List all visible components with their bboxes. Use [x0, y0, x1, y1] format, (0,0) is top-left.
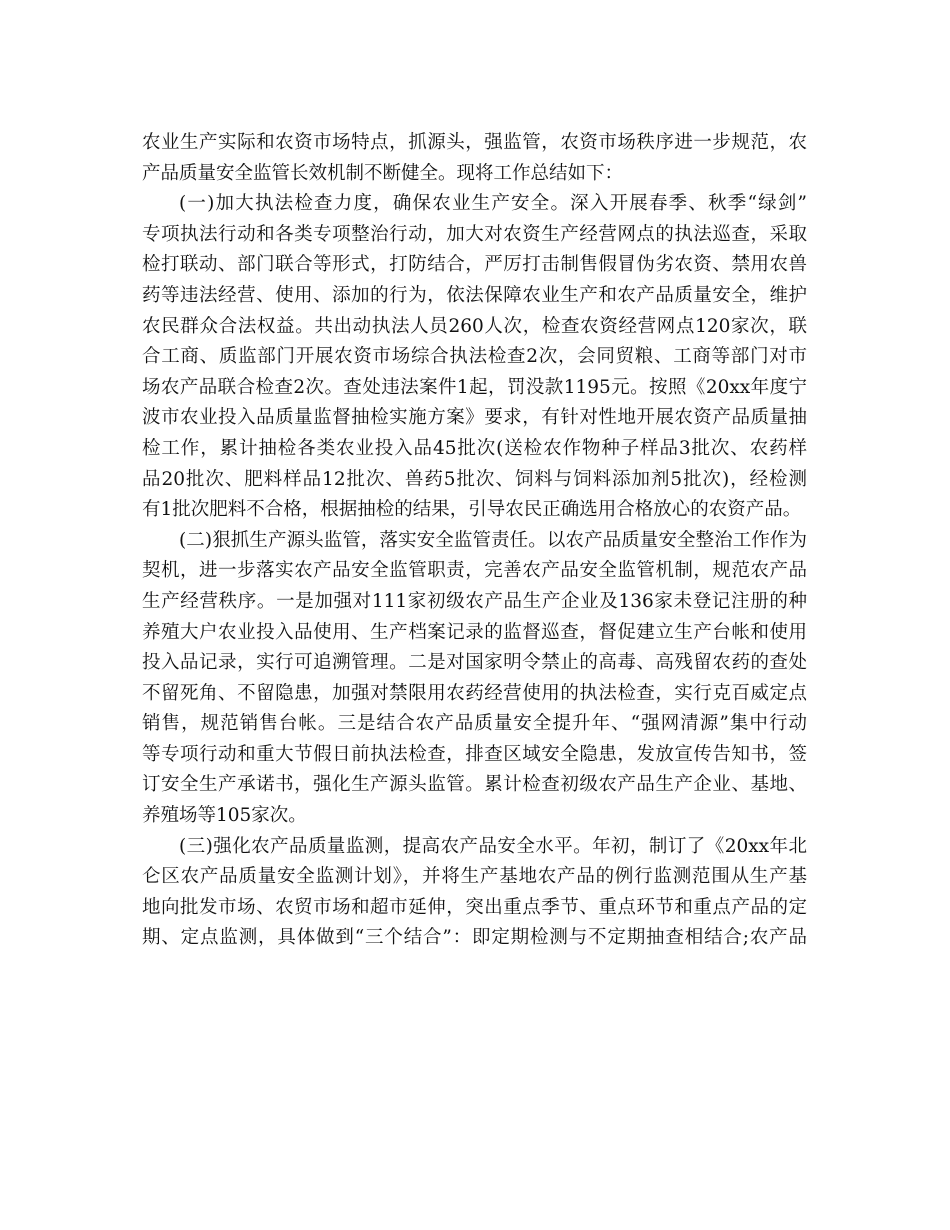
text-line: 检打联动、部门联合等形式，打防结合，严厉打击制售假冒伪劣农资、禁用农兽 — [142, 254, 807, 276]
document-body — [142, 128, 807, 954]
text-line: 养殖场等105家次。 — [142, 805, 307, 827]
text-line: 不留死角、不留隐患，加强对禁限用农药经营使用的执法检查，实行克百威定点 — [142, 682, 807, 704]
text-line: 地向批发市场、农贸市场和超市延伸，突出重点季节、重点环节和重点产品的定 — [142, 896, 807, 918]
text-line: (二)狠抓生产源头监管，落实安全监管责任。以农产品质量安全整治工作作为 — [179, 529, 807, 551]
text-line: 波市农业投入品质量监督抽检实施方案》要求，有针对性地开展农资产品质量抽 — [142, 407, 807, 429]
text-line: 检工作，累计抽检各类农业投入品45批次(送检农作物种子样品3批次、农药样 — [142, 437, 807, 459]
text-line: 专项执法行动和各类专项整治行动，加大对农资生产经营网点的执法巡查，采取 — [142, 223, 807, 245]
text-line: 产品质量安全监管长效机制不断健全。现将工作总结如下： — [142, 162, 624, 184]
text-line: (一)加大执法检查力度，确保农业生产安全。深入开展春季、秋季“绿剑” — [179, 193, 807, 215]
text-line: 期、定点监测，具体做到“三个结合”：即定期检测与不定期抽查相结合;农产品 — [142, 927, 807, 949]
text-line: 品20批次、肥料样品12批次、兽药5批次、饲料与饲料添加剂5批次)，经检测 — [142, 468, 807, 490]
text-line: 订安全生产承诺书，强化生产源头监管。累计检查初级农产品生产企业、基地、 — [142, 774, 807, 796]
text-line: 合工商、质监部门开展农资市场综合执法检查2次，会同贸粮、工商等部门对市 — [142, 346, 807, 368]
text-line: 农民群众合法权益。共出动执法人员260人次，检查农资经营网点120家次，联 — [142, 315, 807, 337]
text-line: 投入品记录，实行可追溯管理。二是对国家明令禁止的高毒、高残留农药的查处 — [142, 652, 807, 674]
text-line: 药等违法经营、使用、添加的行为，依法保障农业生产和农产品质量安全，维护 — [142, 284, 807, 306]
text-line: 场农产品联合检查2次。查处违法案件1起，罚没款1195元。按照《20xx年度宁 — [142, 376, 807, 398]
text-line: (三)强化农产品质量监测，提高农产品安全水平。年初，制订了《20xx年北 — [179, 835, 807, 857]
text-line: 养殖大户农业投入品使用、生产档案记录的监督巡查，督促建立生产台帐和使用 — [142, 621, 807, 643]
text-line: 等专项行动和重大节假日前执法检查，排查区域安全隐患，发放宣传告知书，签 — [142, 743, 807, 765]
text-line: 生产经营秩序。一是加强对111家初级农产品生产企业及136家未登记注册的种 — [142, 590, 807, 612]
text-line: 有1批次肥料不合格，根据抽检的结果，引导农民正确选用合格放心的农资产品。 — [142, 499, 802, 521]
text-line: 仑区农产品质量安全监测计划》，并将生产基地农产品的例行监测范围从生产基 — [142, 866, 807, 888]
text-line: 契机，进一步落实农产品安全监管职责，完善农产品安全监管机制，规范农产品 — [142, 560, 807, 582]
text-line: 销售，规范销售台帐。三是结合农产品质量安全提升年、“强网清源”集中行动 — [142, 713, 807, 735]
text-line: 农业生产实际和农资市场特点，抓源头，强监管，农资市场秩序进一步规范，农 — [142, 132, 807, 153]
